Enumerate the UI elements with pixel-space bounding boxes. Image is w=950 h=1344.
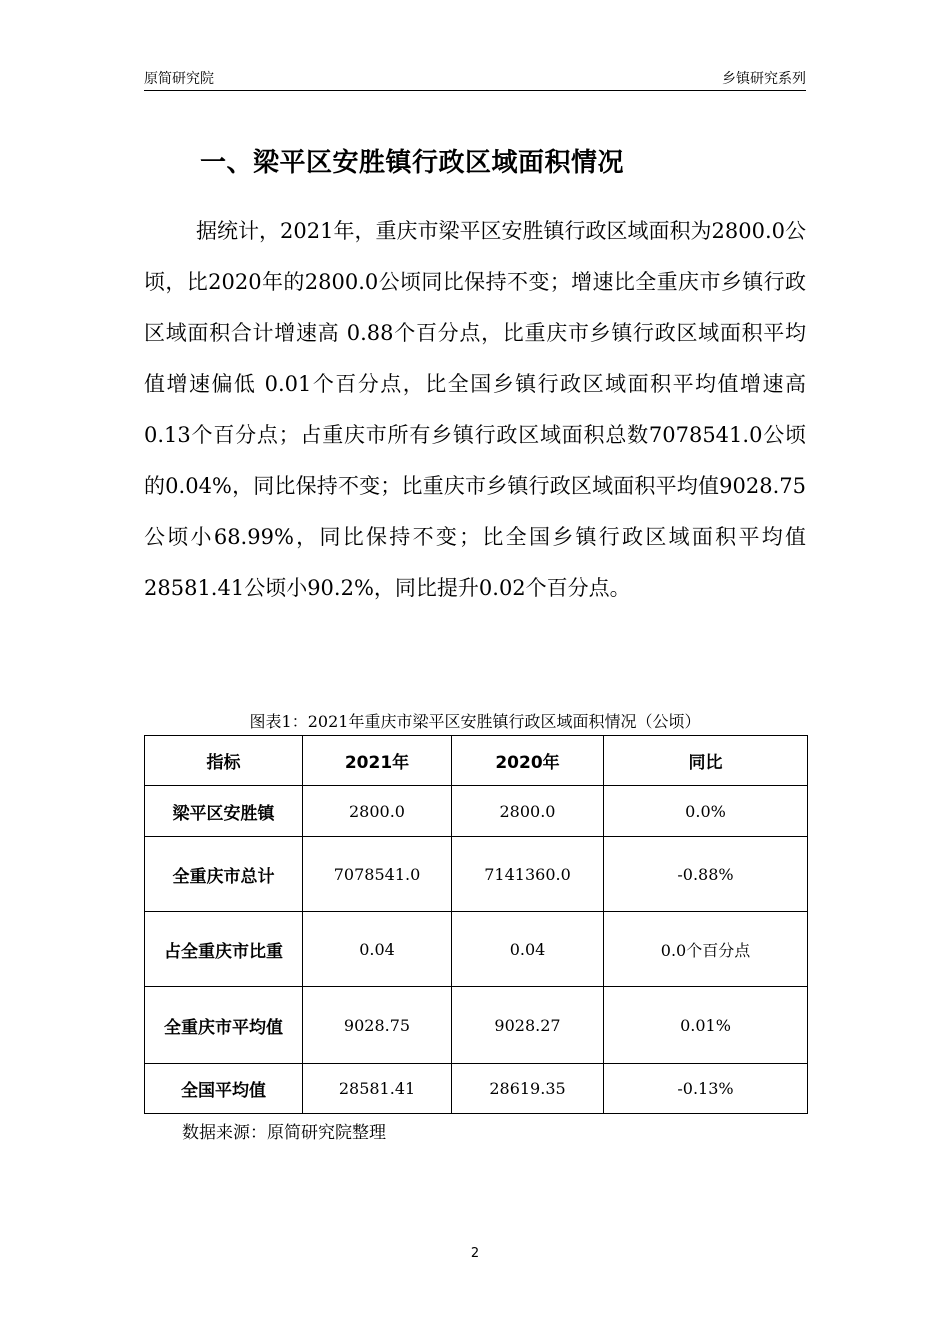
table-row: [145, 987, 808, 1064]
header-cell-2020: 2020年: [452, 736, 604, 786]
page-number: 2: [470, 1246, 480, 1261]
cell-2021: 9028.75: [303, 987, 452, 1064]
cell-2020: 28619.35: [452, 1064, 604, 1114]
header-cell-2021: 2021年: [303, 736, 452, 786]
data-table: [144, 735, 808, 1114]
cell-yoy: -0.88%: [604, 837, 808, 912]
cell-2021: 2800.0: [303, 786, 452, 837]
row-label: 占全重庆市比重: [145, 912, 303, 987]
row-label: 全国平均值: [145, 1064, 303, 1114]
table-row: [145, 1064, 808, 1114]
table-row: [145, 786, 808, 837]
cell-yoy: 0.0个百分点: [604, 912, 808, 987]
cell-2021: 28581.41: [303, 1064, 452, 1114]
cell-2021: 7078541.0: [303, 837, 452, 912]
cell-yoy: 0.0%: [604, 786, 808, 837]
data-source-note: 数据来源：原简研究院整理: [182, 1123, 386, 1143]
table-caption: 图表1：2021年重庆市梁平区安胜镇行政区域面积情况（公顷）: [249, 712, 701, 731]
header-series: 乡镇研究系列: [722, 71, 806, 87]
cell-yoy: -0.13%: [604, 1064, 808, 1114]
row-label: 梁平区安胜镇: [145, 786, 303, 837]
row-label: 全重庆市总计: [145, 837, 303, 912]
page-header: [144, 66, 806, 91]
header-publisher: 原简研究院: [144, 71, 214, 87]
cell-2020: 9028.27: [452, 987, 604, 1064]
table-header-row: [145, 736, 808, 786]
paragraph-text: 据统计，2021年，重庆市梁平区安胜镇行政区域面积为2800.0公顷，比2020年的2800.0公顷同比保持不变；增速比全重庆市乡镇行政区域面积合计增速高 0.88个百分点，比重庆市乡镇行政区域面积平均值增速偏低 0.01个百分点，比全国乡镇行政区域面积平均值增速高 0.13个百分点；占重庆市所有乡镇行政区域面积总数7078541.0公顷的0.04%，同比保持不变；比重庆市乡镇行政区域面积平均值9028.75公顷小68.99%，同比保持不变；比全国乡镇行政区域面积平均值28581.41公顷小90.2%，同比提升0.02个百分点。: [144, 219, 806, 600]
cell-2020: 2800.0: [452, 786, 604, 837]
table-row: [145, 912, 808, 987]
body-paragraph: [144, 206, 806, 614]
cell-2020: 7141360.0: [452, 837, 604, 912]
header-cell-yoy: 同比: [604, 736, 808, 786]
cell-yoy: 0.01%: [604, 987, 808, 1064]
section-title: 一、梁平区安胜镇行政区域面积情况: [200, 148, 625, 178]
table-row: [145, 837, 808, 912]
row-label: 全重庆市平均值: [145, 987, 303, 1064]
cell-2020: 0.04: [452, 912, 604, 987]
header-cell-indicator: 指标: [145, 736, 303, 786]
cell-2021: 0.04: [303, 912, 452, 987]
